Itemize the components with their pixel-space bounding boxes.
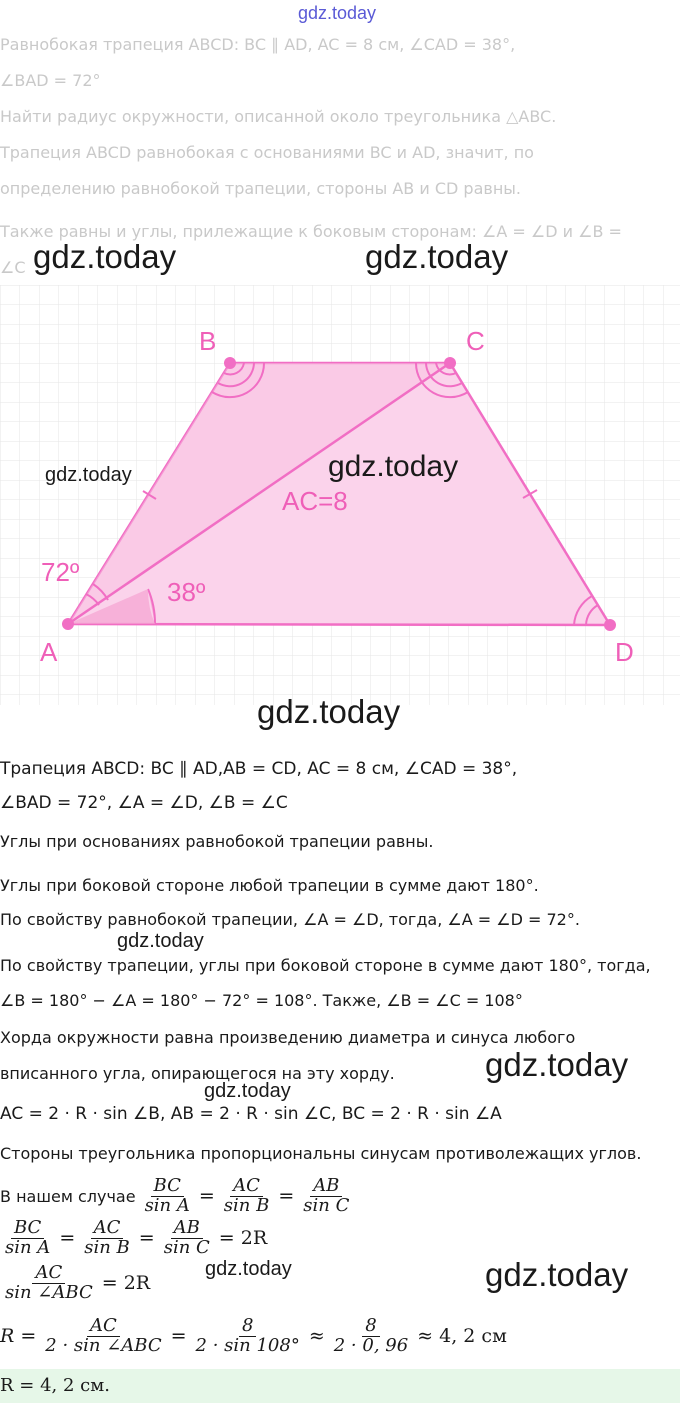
fraction-ab-sinc-2: $\frac{AB}{\text{sin C}}$ <box>163 1217 210 1258</box>
label-d: D <box>615 637 634 667</box>
watermark-solution-2: gdz.today <box>485 1046 629 1083</box>
label-c: C <box>466 326 485 356</box>
faded-line-7: ∠C <box>0 258 26 277</box>
fraction-r-1: $\frac{AC}{\text{2 · sin ∠ABC}}$ <box>45 1315 162 1356</box>
paragraph-3: По свойству равнобокой трапеции, ∠A = ∠D, тогда, ∠A = ∠D = 72°. <box>0 910 580 929</box>
paragraph-5: ∠B = 180° − ∠A = 180° − 72° = 108°. Также, ∠B = ∠C = 108° <box>0 991 523 1010</box>
faded-line-5: определению равнобокой трапеции, стороны AB и CD равны. <box>0 179 521 198</box>
ratio-line-3: $\frac{AC}{\text{sin ∠ABC}}$ = 2R <box>0 1264 154 1303</box>
point-a <box>62 618 74 630</box>
paragraph-8: AC = 2 · R · sin ∠B, AB = 2 · R · sin ∠C, BC = 2 · R · sin ∠A <box>0 1104 502 1124</box>
fraction-ac-sinb-2: $\frac{AC}{\text{sin B}}$ <box>84 1217 130 1258</box>
watermark-solution-5: gdz.today <box>485 1256 629 1293</box>
paragraph-7: вписанного угла, опирающегося на эту хорду. <box>0 1064 395 1083</box>
fraction-ac-sinb: $\frac{AC}{\text{sin B}}$ <box>223 1175 270 1216</box>
paragraph-1: Углы при основаниях равнобокой трапеции равны. <box>0 832 434 851</box>
paragraph-6: Хорда окружности равна произведению диаметра и синуса любого <box>0 1028 576 1047</box>
label-angle-a: 72º <box>41 557 80 587</box>
point-c <box>444 357 456 369</box>
paragraph-4: По свойству трапеции, углы при боковой стороне в сумме дают 180°, тогда, <box>0 956 651 975</box>
paragraph-2: Углы при боковой стороне любой трапеции в сумме дают 180°. <box>0 876 539 895</box>
given-line-2: ∠BAD = 72°, ∠A = ∠D, ∠B = ∠C <box>0 793 288 813</box>
trapezoid-figure <box>0 285 680 705</box>
faded-line-4: Трапеция ABCD равнобокая с основаниями BC и AD, значит, по <box>0 143 534 162</box>
fraction-bc-sina: $\frac{BC}{\text{sin A}}$ <box>144 1175 190 1216</box>
label-diagonal: AC=8 <box>282 486 348 516</box>
radius-approx-result: ≈ 4, 2 см <box>417 1325 507 1348</box>
watermark-solution-3: gdz.today <box>204 1080 291 1102</box>
watermark-right: gdz.today <box>365 238 509 275</box>
ratio-line-1: В нашем случае $\frac{BC}{\text{sin A}}$ = $\frac{AC}{\text{sin B}}$ = $\frac{AB}{\text{sin C}}$ <box>0 1177 354 1216</box>
watermark-solution-4: gdz.today <box>205 1258 292 1280</box>
watermark-figure-center: gdz.today <box>328 450 459 483</box>
ratio-line-2: $\frac{BC}{\text{sin A}}$ = $\frac{AC}{\text{sin B}}$ = $\frac{AB}{\text{sin C}}$ = 2R <box>0 1219 271 1258</box>
faded-line-2: ∠BAD = 72° <box>0 71 101 90</box>
fraction-ab-sinc: $\frac{AB}{\text{sin C}}$ <box>303 1175 350 1216</box>
watermark-below-figure: gdz.today <box>257 693 401 730</box>
watermark-solution-1: gdz.today <box>117 930 204 952</box>
final-answer: R = 4, 2 см. <box>0 1375 110 1396</box>
fraction-r-3: $\frac{8}{2 \cdot 0, 96}$ <box>333 1315 409 1356</box>
point-d <box>604 619 616 631</box>
label-angle-cad: 38º <box>167 577 206 607</box>
given-line-1: Трапеция ABCD: BC ∥ AD,AB = CD, AC = 8 см, ∠CAD = 38°, <box>0 759 518 779</box>
watermark-figure-left: gdz.today <box>45 464 132 486</box>
watermark-top: gdz.today <box>298 3 377 23</box>
fraction-ac-sinabc: $\frac{AC}{\text{sin ∠ABC}}$ <box>5 1262 93 1303</box>
label-b: B <box>199 326 217 356</box>
faded-line-6: Также равны и углы, прилежащие к боковым сторонам: ∠A = ∠D и ∠B = <box>0 222 622 241</box>
faded-line-1: Равнобокая трапеция ABCD: BC ∥ AD, AC = 8 см, ∠CAD = 38°, <box>0 35 516 54</box>
paragraph-9: Стороны треугольника пропорциональны синусам противолежащих углов. <box>0 1144 642 1163</box>
fraction-r-2: $\frac{8}{2 \cdot \sin 108^\circ}$ <box>195 1315 300 1356</box>
point-b <box>224 357 236 369</box>
fraction-bc-sina-2: $\frac{BC}{\text{sin A}}$ <box>5 1217 51 1258</box>
ratio-label: В нашем случае <box>0 1186 136 1206</box>
watermark-left: gdz.today <box>33 238 177 275</box>
faded-line-3: Найти радиус окружности, описанной около треугольника △ABC. <box>0 107 557 126</box>
label-a: A <box>40 637 58 667</box>
radius-calculation: R = $\frac{AC}{\text{2 · sin ∠ABC}}$ = $\frac{8}{2 \cdot \sin 108^\circ}$ ≈ $\frac{8}{2 \cdot 0, 96}$ ≈ 4, 2 см <box>0 1315 507 1356</box>
